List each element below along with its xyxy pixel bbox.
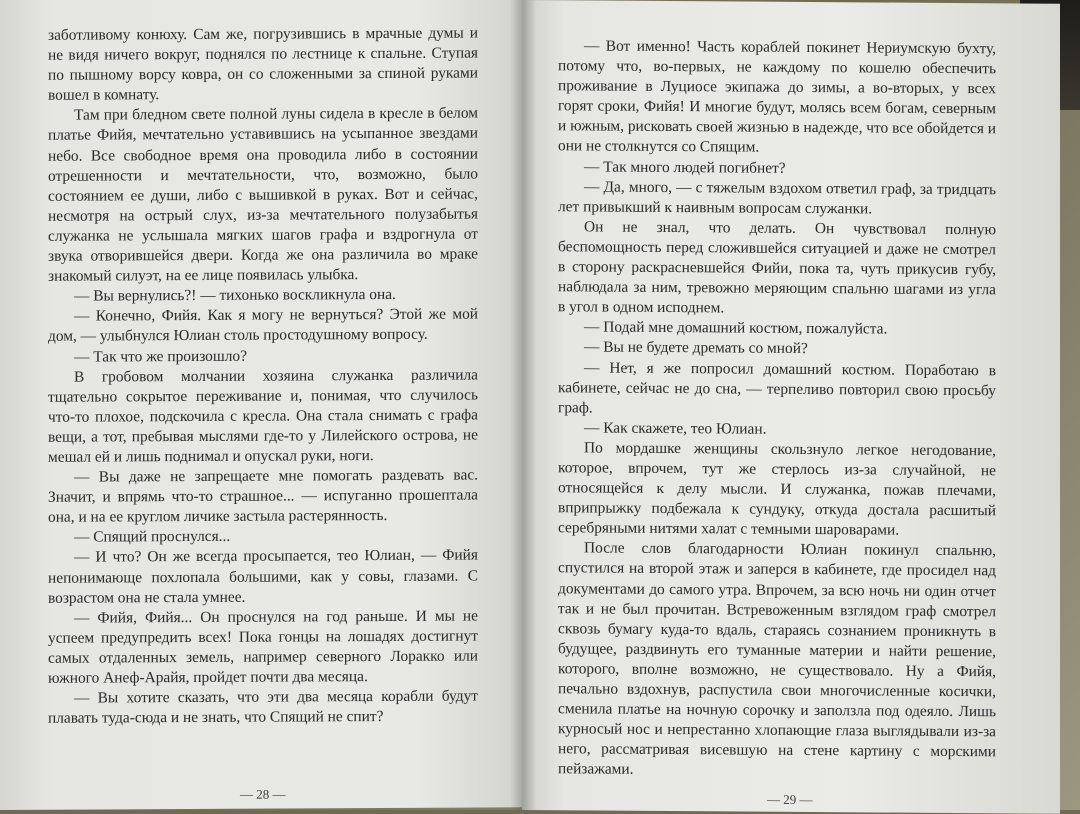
book-spine-gutter: [510, 0, 536, 810]
paragraph: В гробовом молчании хозяина служанка различила тщательно сокрытое переживание и, понимая, что случилось что-то плохое, подскочила с кресла. Она стала снимать с графа вещи, а тот, пребывая мыслями где-то у Лилейского острова, не мешал ей и лишь поднимал и опускал руки, ноги.: [48, 366, 478, 466]
left-page: [0, 0, 523, 810]
paragraph: — Как скажете, тео Юлиан.: [584, 419, 767, 438]
paragraph: — Вы хотите сказать, что эти два месяца корабли будут плавать туда-сюда и не знать, что Спящий не спит?: [48, 687, 478, 727]
paragraph: — Спящий проснулся...: [74, 528, 231, 546]
right-page-number: — 29 —: [767, 791, 813, 808]
paragraph: — Вы вернулись?! — тихонько воскликнула она.: [74, 286, 396, 305]
paragraph: — Подай мне домашний костюм, пожалуйста.: [584, 318, 888, 338]
paragraph: — Вы не будете дремать со мной?: [584, 338, 808, 358]
paragraph: — И что? Он же всегда просыпается, тео Юлиан, — Фийя непонимающе похлопала большими, как у совы, глазами. С возрастом она не стала умнее.: [48, 546, 478, 607]
paragraph: Там при бледном свете полной луны сидела в кресле в белом платье Фийя, мечтательно уставившись на усыпанное звездами небо. Все свободное время она проводила либо в состоянии отрешенности и мечтательности, что, возможно, было состоянием ее души, либо с вышивкой в руках. Вот и сейчас, несмотря на острый слух, из-за мечтательного полузабытья служанка не услышала мягких шагов графа и вздрогнула от звука отворившейся двери. Когда же она различила во мраке знакомый силуэт, на ее лице появилась улыбка.: [48, 104, 478, 285]
paragraph: — Так что же произошло?: [74, 347, 247, 366]
right-page-text: [558, 36, 996, 783]
right-page: [522, 0, 1060, 814]
paragraph: — Вот именно! Часть кораблей покинет Нериумскую бухту, потому что, во-первых, не каждому по кошелю обеспечить проживание в Луциосе экипажа до зимы, а во-вторых, у всех горят сроки, Фийя! И многие будут, молясь всем богам, северным и южным, рисковать своей жизнью в надежде, что все обойдется и они не столкнутся со Спящим.: [558, 37, 996, 157]
paragraph: — Фийя, Фийя... Он проснулся на год раньше. И мы не успеем предупредить всех! Пока гонцы на лошадях достигнут самых отдаленных земель, например северного Лоракко или южного Анеф-Арайя, пройдет почти два месяца.: [48, 607, 478, 687]
paragraph: — Конечно, Фийя. Как я могу не вернуться? Этой же мой дом, — улыбнулся Юлиан столь простодушному вопросу.: [48, 305, 478, 346]
paragraph: — Да, много, — с тяжелым вздохом ответил граф, за тридцать лет привыкший к наивным вопросам служанки.: [558, 178, 996, 218]
paragraph: По мордашке женщины скользнуло легкое негодование, которое, впрочем, тут же стерлось из-за случайной, не относящейся к делу мысли. И служанка, пожав плечами, вприпрыжку подбежала к сундуку, откуда достала расшитый серебряными нитями халат с темными шароварами.: [558, 439, 996, 539]
paragraph: — Так много людей погибнет?: [584, 157, 786, 177]
left-page-text: [48, 23, 478, 729]
paragraph: — Нет, я же попросил домашний костюм. Поработаю в кабинете, сейчас не до сна, — терпеливо повторил свою просьбу граф.: [558, 358, 996, 417]
paragraph: заботливому конюху. Сам же, погрузившись в мрачные думы и не видя ничего вокруг, поднялся по лестнице к спальне. Ступая по пышному ворсу ковра, он со сложенными за спиной руками вошел в комнату.: [48, 24, 478, 105]
paragraph: Он не знал, что делать. Он чувствовал полную беспомощность перед сложившейся ситуацией и даже не смотрел в сторону раскрасневшейся Фийи, пока та, чуть прикусив губу, наблюдала за ним, тревожно меряющим спальню шагами из угла в угол в одном исподнем.: [558, 218, 996, 317]
left-page-number: — 28 —: [240, 786, 286, 802]
paragraph: После слов благодарности Юлиан покинул спальню, спустился на второй этаж и заперся в кабинете, где просидел над документами до самого утра. Впрочем, за всю ночь ни один отчет так и не был прочитан. Встревоженным взглядом граф смотрел сквозь бумагу куда-то вдаль, стараясь сознанием проникнуть в будущее, раздвинуть его туманные материи и найти решение, которого, вполне возможно, не существовало. Ну а Фийя, печально вздохнув, распустила свои многочисленные косички, сменила платье на ночную сорочку и заползла под одеяло. Лишь курносый нос и непрестанно хлопающие глаза выглядывали из-за него, рассматривая висевшую на стене картину с морскими пейзажами.: [558, 539, 996, 779]
paragraph: — Вы даже не запрещаете мне помогать раздевать вас. Значит, и впрямь что-то страшное... — испуганно прошептала она, и на ее круглом личике застыла растерянность.: [48, 466, 478, 526]
